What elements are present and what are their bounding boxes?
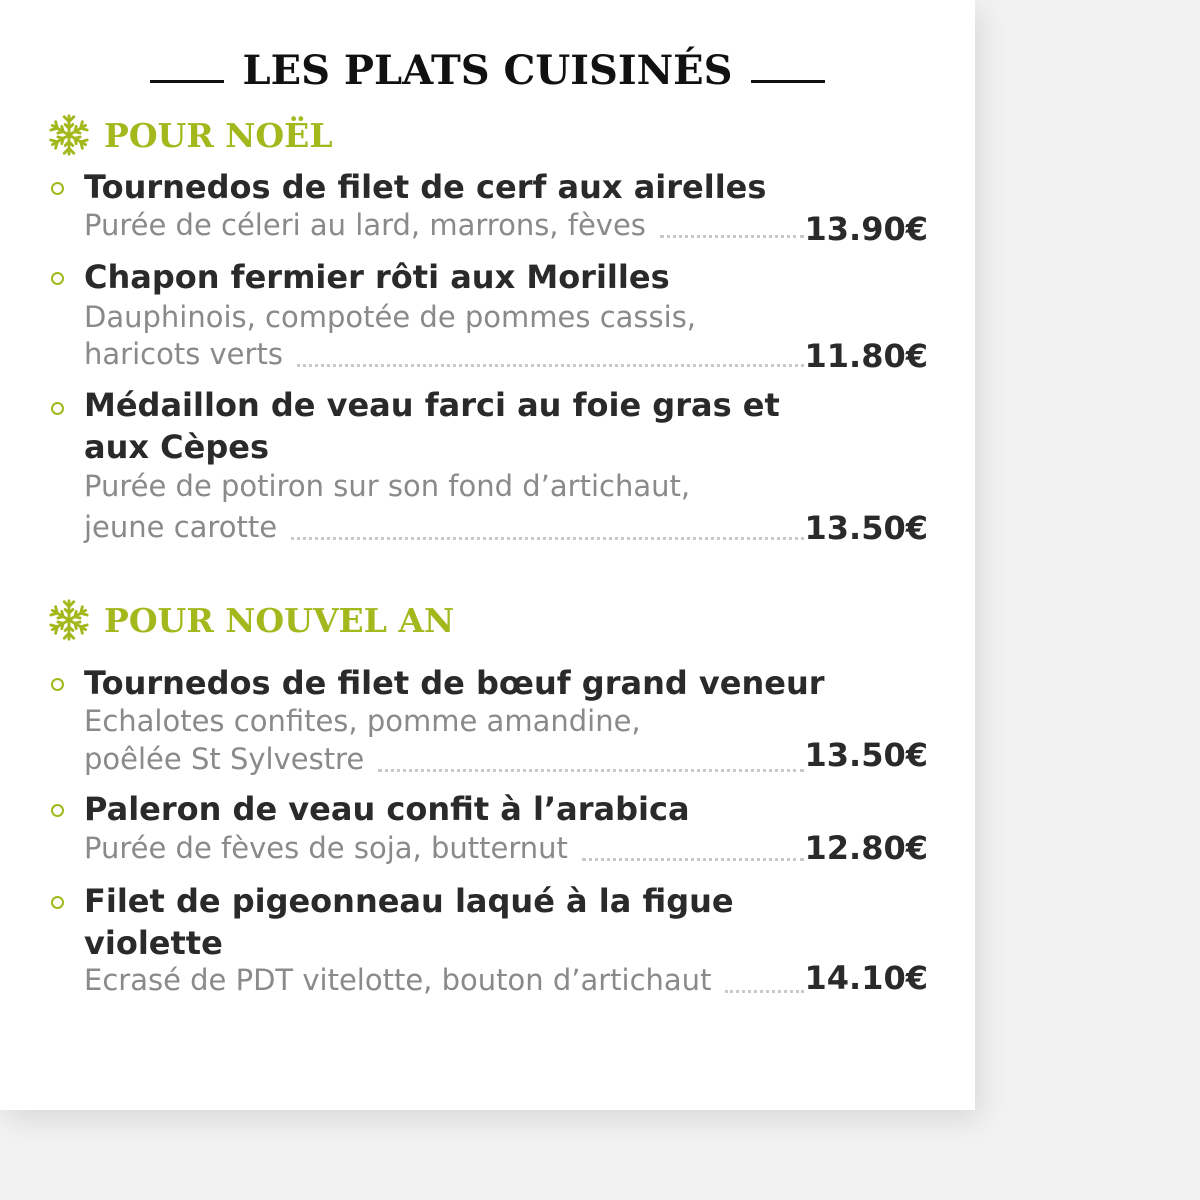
item-price: 14.10€	[804, 959, 928, 997]
menu-item	[48, 880, 928, 1004]
dot-leader	[582, 856, 804, 861]
item-price: 13.50€	[804, 509, 928, 547]
dot-leader	[378, 767, 804, 772]
menu-item	[48, 166, 928, 246]
item-description: Purée de fèves de soja, butternut	[84, 831, 568, 865]
dot-leader	[660, 233, 804, 238]
section-header-noel	[46, 113, 333, 157]
item-description-row	[84, 508, 804, 546]
section-title: POUR NOUVEL AN	[104, 600, 455, 640]
item-description: jeune carotte	[84, 510, 278, 544]
menu-item	[48, 384, 928, 554]
bullet-icon	[51, 678, 64, 691]
item-name: Chapon fermier rôti aux Morilles	[84, 258, 670, 296]
item-name-line: Médaillon de veau farci au foie gras et	[84, 386, 780, 424]
item-price: 13.50€	[804, 736, 928, 774]
item-name-line: violette	[84, 924, 223, 962]
menu-item	[48, 256, 928, 376]
dot-leader	[291, 535, 804, 540]
item-price: 12.80€	[804, 829, 928, 867]
item-name-line: Filet de pigeonneau laqué à la figue	[84, 882, 734, 920]
item-description: Purée de potiron sur son fond d’artichaut,	[84, 469, 691, 503]
item-name-line: aux Cèpes	[84, 428, 269, 466]
item-description-row	[84, 206, 804, 244]
item-price: 13.90€	[804, 210, 928, 248]
item-name: Tournedos de filet de cerf aux airelles	[84, 168, 767, 206]
item-name: Tournedos de filet de bœuf grand veneur	[84, 664, 825, 702]
title-rule-left	[150, 80, 224, 83]
item-description: haricots verts	[84, 337, 283, 371]
bullet-icon	[51, 896, 64, 909]
item-description: poêlée St Sylvestre	[84, 742, 365, 776]
item-name	[84, 880, 784, 964]
snowflake-icon	[46, 112, 92, 158]
item-description-row	[84, 335, 804, 373]
snowflake-icon	[46, 597, 92, 643]
section-header-nouvel-an	[46, 598, 454, 642]
menu-item	[48, 788, 928, 872]
dot-leader	[725, 988, 804, 993]
item-price: 11.80€	[804, 337, 928, 375]
item-description-row	[84, 829, 804, 867]
item-description-row	[84, 961, 804, 999]
bullet-icon	[51, 402, 64, 415]
section-title: POUR NOËL	[104, 115, 333, 155]
page-title: LES PLATS CUISINÉS	[242, 46, 733, 94]
item-description: Dauphinois, compotée de pommes cassis,	[84, 300, 697, 334]
dot-leader	[297, 362, 804, 367]
item-name	[84, 384, 784, 468]
menu-item	[48, 662, 928, 782]
bullet-icon	[51, 804, 64, 817]
bullet-icon	[51, 182, 64, 195]
item-description: Ecrasé de PDT vitelotte, bouton d’artichaut	[84, 963, 712, 997]
item-description-row	[84, 740, 804, 778]
item-description: Echalotes confites, pomme amandine,	[84, 704, 641, 738]
bullet-icon	[51, 272, 64, 285]
item-description: Purée de céleri au lard, marrons, fèves	[84, 208, 646, 242]
title-rule-right	[751, 80, 825, 83]
title-row	[0, 42, 975, 98]
item-name: Paleron de veau confit à l’arabica	[84, 790, 690, 828]
